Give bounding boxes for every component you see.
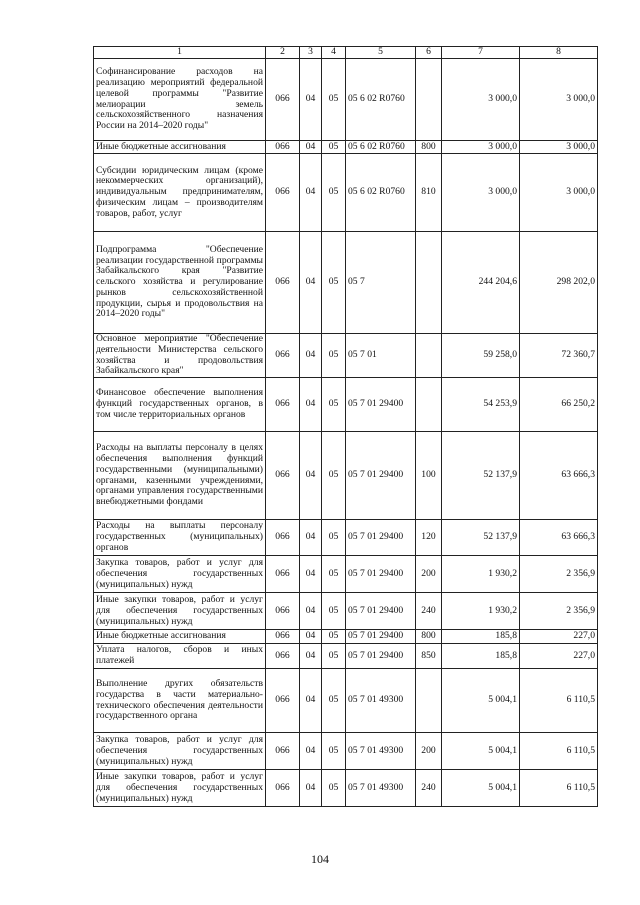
row-year1: 5 004,1 bbox=[442, 733, 520, 770]
row-pr: 05 bbox=[322, 669, 346, 733]
row-name: Иные закупки товаров, работ и услуг для обеспечения государственных (муниципальных) нужд bbox=[94, 770, 266, 807]
row-vr: 200 bbox=[416, 733, 442, 770]
row-year2: 66 250,2 bbox=[520, 378, 598, 432]
row-year2: 6 110,5 bbox=[520, 669, 598, 733]
row-pr: 05 bbox=[322, 154, 346, 232]
row-vr bbox=[416, 378, 442, 432]
row-csr: 05 7 01 29400 bbox=[346, 556, 416, 593]
row-name: Финансовое обеспечение выполнения функций государственных органов, в том числе территориальных органов bbox=[94, 378, 266, 432]
table-row bbox=[94, 378, 598, 432]
row-name: Софинансирование расходов на реализацию мероприятий федеральной целевой программы "Развитие мелиорации земель сельскохозяйственного назначения России на 2014–2020 годы" bbox=[94, 59, 266, 141]
row-rz: 04 bbox=[300, 232, 322, 334]
row-rz: 04 bbox=[300, 378, 322, 432]
table-row bbox=[94, 556, 598, 593]
row-vr bbox=[416, 232, 442, 334]
row-csr: 05 6 02 R0760 bbox=[346, 141, 416, 154]
row-rz: 04 bbox=[300, 733, 322, 770]
row-year1: 185,8 bbox=[442, 630, 520, 644]
header-cell-year1: 7 bbox=[442, 47, 520, 59]
row-csr: 05 6 02 R0760 bbox=[346, 59, 416, 141]
header-cell-rz: 3 bbox=[300, 47, 322, 59]
row-name: Уплата налогов, сборов и иных платежей bbox=[94, 644, 266, 669]
row-year1: 1 930,2 bbox=[442, 556, 520, 593]
row-year1: 54 253,9 bbox=[442, 378, 520, 432]
row-name: Расходы на выплаты персоналу государственных (муниципальных) органов bbox=[94, 520, 266, 556]
row-ved: 066 bbox=[266, 334, 300, 378]
table-row bbox=[94, 733, 598, 770]
table-row bbox=[94, 669, 598, 733]
row-ved: 066 bbox=[266, 630, 300, 644]
row-name: Иные бюджетные ассигнования bbox=[94, 141, 266, 154]
row-year2: 298 202,0 bbox=[520, 232, 598, 334]
row-csr: 05 7 01 29400 bbox=[346, 593, 416, 630]
table-row bbox=[94, 232, 598, 334]
table-row bbox=[94, 141, 598, 154]
row-pr: 05 bbox=[322, 378, 346, 432]
row-year1: 5 004,1 bbox=[442, 669, 520, 733]
row-year2: 3 000,0 bbox=[520, 59, 598, 141]
row-vr: 850 bbox=[416, 644, 442, 669]
row-rz: 04 bbox=[300, 770, 322, 807]
row-name: Основное мероприятие "Обеспечение деятельности Министерства сельского хозяйства и продовольствия Забайкальского края" bbox=[94, 334, 266, 378]
row-csr: 05 7 bbox=[346, 232, 416, 334]
row-ved: 066 bbox=[266, 141, 300, 154]
row-year1: 5 004,1 bbox=[442, 770, 520, 807]
row-vr: 240 bbox=[416, 770, 442, 807]
row-csr: 05 7 01 49300 bbox=[346, 770, 416, 807]
row-pr: 05 bbox=[322, 644, 346, 669]
row-ved: 066 bbox=[266, 644, 300, 669]
header-cell-year2: 8 bbox=[520, 47, 598, 59]
row-ved: 066 bbox=[266, 154, 300, 232]
header-row bbox=[94, 47, 598, 59]
row-year1: 185,8 bbox=[442, 644, 520, 669]
row-ved: 066 bbox=[266, 378, 300, 432]
row-pr: 05 bbox=[322, 141, 346, 154]
table-row bbox=[94, 59, 598, 141]
row-pr: 05 bbox=[322, 593, 346, 630]
row-csr: 05 7 01 29400 bbox=[346, 378, 416, 432]
table-row bbox=[94, 770, 598, 807]
row-year1: 52 137,9 bbox=[442, 432, 520, 520]
row-ved: 066 bbox=[266, 59, 300, 141]
row-pr: 05 bbox=[322, 630, 346, 644]
row-rz: 04 bbox=[300, 520, 322, 556]
row-vr: 800 bbox=[416, 141, 442, 154]
row-rz: 04 bbox=[300, 644, 322, 669]
row-year2: 3 000,0 bbox=[520, 154, 598, 232]
row-vr bbox=[416, 669, 442, 733]
header-cell-name: 1 bbox=[94, 47, 266, 59]
row-year2: 2 356,9 bbox=[520, 556, 598, 593]
row-year2: 63 666,3 bbox=[520, 520, 598, 556]
row-vr: 100 bbox=[416, 432, 442, 520]
row-ved: 066 bbox=[266, 232, 300, 334]
row-ved: 066 bbox=[266, 520, 300, 556]
row-year1: 59 258,0 bbox=[442, 334, 520, 378]
row-year2: 227,0 bbox=[520, 630, 598, 644]
row-rz: 04 bbox=[300, 669, 322, 733]
table-row bbox=[94, 630, 598, 644]
page-number: 104 bbox=[311, 852, 329, 866]
row-pr: 05 bbox=[322, 232, 346, 334]
row-name: Субсидии юридическим лицам (кроме некоммерческих организаций), индивидуальным предпринимателям, физическим лицам – производителям товаров, работ, услуг bbox=[94, 154, 266, 232]
row-rz: 04 bbox=[300, 630, 322, 644]
row-rz: 04 bbox=[300, 593, 322, 630]
row-rz: 04 bbox=[300, 59, 322, 141]
row-name: Закупка товаров, работ и услуг для обеспечения государственных (муниципальных) нужд bbox=[94, 556, 266, 593]
row-ved: 066 bbox=[266, 593, 300, 630]
row-ved: 066 bbox=[266, 770, 300, 807]
row-vr: 240 bbox=[416, 593, 442, 630]
row-rz: 04 bbox=[300, 432, 322, 520]
row-year1: 3 000,0 bbox=[442, 59, 520, 141]
table-row bbox=[94, 432, 598, 520]
row-vr: 810 bbox=[416, 154, 442, 232]
row-csr: 05 7 01 bbox=[346, 334, 416, 378]
row-rz: 04 bbox=[300, 556, 322, 593]
row-pr: 05 bbox=[322, 520, 346, 556]
row-ved: 066 bbox=[266, 556, 300, 593]
row-csr: 05 7 01 29400 bbox=[346, 630, 416, 644]
table-row bbox=[94, 154, 598, 232]
row-year1: 3 000,0 bbox=[442, 154, 520, 232]
row-year2: 227,0 bbox=[520, 644, 598, 669]
row-csr: 05 6 02 R0760 bbox=[346, 154, 416, 232]
row-name: Иные закупки товаров, работ и услуг для обеспечения государственных (муниципальных) нужд bbox=[94, 593, 266, 630]
header-cell-pr: 4 bbox=[322, 47, 346, 59]
row-pr: 05 bbox=[322, 733, 346, 770]
table-row bbox=[94, 334, 598, 378]
row-name: Иные бюджетные ассигнования bbox=[94, 630, 266, 644]
row-vr: 800 bbox=[416, 630, 442, 644]
row-name: Закупка товаров, работ и услуг для обеспечения государственных (муниципальных) нужд bbox=[94, 733, 266, 770]
row-csr: 05 7 01 29400 bbox=[346, 644, 416, 669]
row-year2: 3 000,0 bbox=[520, 141, 598, 154]
row-rz: 04 bbox=[300, 334, 322, 378]
row-rz: 04 bbox=[300, 154, 322, 232]
row-ved: 066 bbox=[266, 432, 300, 520]
row-year2: 72 360,7 bbox=[520, 334, 598, 378]
row-vr bbox=[416, 334, 442, 378]
row-csr: 05 7 01 29400 bbox=[346, 432, 416, 520]
row-year1: 3 000,0 bbox=[442, 141, 520, 154]
row-ved: 066 bbox=[266, 669, 300, 733]
row-year2: 6 110,5 bbox=[520, 770, 598, 807]
row-year2: 2 356,9 bbox=[520, 593, 598, 630]
table-row bbox=[94, 520, 598, 556]
row-csr: 05 7 01 29400 bbox=[346, 520, 416, 556]
row-vr: 120 bbox=[416, 520, 442, 556]
header-cell-ved: 2 bbox=[266, 47, 300, 59]
row-ved: 066 bbox=[266, 733, 300, 770]
row-year1: 52 137,9 bbox=[442, 520, 520, 556]
row-name: Расходы на выплаты персоналу в целях обеспечения выполнения функций государственными (муниципальными) органами, казенными учреждениями, органами управления государственными внебюджетными фондами bbox=[94, 432, 266, 520]
row-rz: 04 bbox=[300, 141, 322, 154]
budget-table bbox=[93, 46, 598, 807]
header-cell-vr: 6 bbox=[416, 47, 442, 59]
row-year2: 63 666,3 bbox=[520, 432, 598, 520]
row-year1: 1 930,2 bbox=[442, 593, 520, 630]
row-year1: 244 204,6 bbox=[442, 232, 520, 334]
row-pr: 05 bbox=[322, 59, 346, 141]
header-cell-csr: 5 bbox=[346, 47, 416, 59]
row-pr: 05 bbox=[322, 770, 346, 807]
row-pr: 05 bbox=[322, 556, 346, 593]
table-row bbox=[94, 644, 598, 669]
row-pr: 05 bbox=[322, 334, 346, 378]
row-name: Выполнение других обязательств государства в части материально-технического обеспечения деятельности государственного органа bbox=[94, 669, 266, 733]
row-csr: 05 7 01 49300 bbox=[346, 733, 416, 770]
row-vr: 200 bbox=[416, 556, 442, 593]
row-vr bbox=[416, 59, 442, 141]
row-name: Подпрограмма "Обеспечение реализации государственной программы Забайкальского края "Развитие сельского хозяйства и регулирование рынков сельскохозяйственной продукции, сырья и продовольствия на 2014–2020 годы" bbox=[94, 232, 266, 334]
row-year2: 6 110,5 bbox=[520, 733, 598, 770]
row-pr: 05 bbox=[322, 432, 346, 520]
table-row bbox=[94, 593, 598, 630]
row-csr: 05 7 01 49300 bbox=[346, 669, 416, 733]
